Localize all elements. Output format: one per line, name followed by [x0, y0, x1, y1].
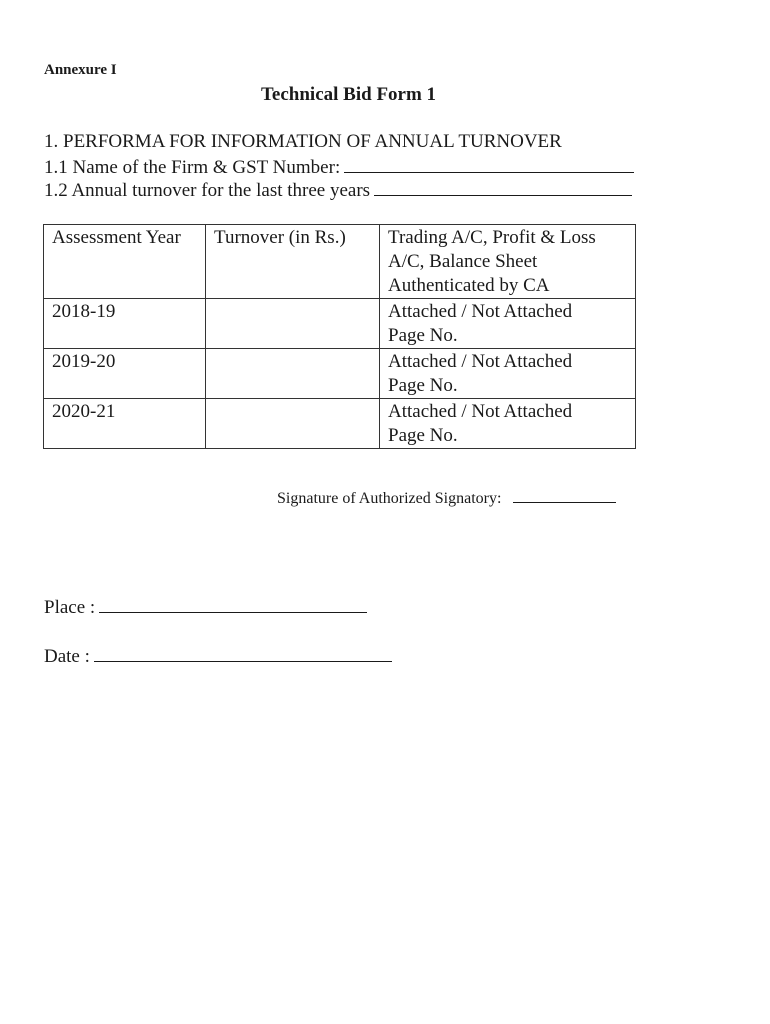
header-documents: Trading A/C, Profit & Loss A/C, Balance Sheet Authenticated by CA: [380, 225, 636, 299]
form-title: Technical Bid Form 1: [261, 84, 437, 105]
cell-turnover[interactable]: [206, 349, 380, 399]
firm-name-field: [44, 155, 634, 179]
date-label: Date :: [44, 646, 90, 667]
cell-documents: [380, 349, 636, 399]
attachment-status: Attached / Not Attached: [388, 301, 573, 322]
cell-year: 2020-21: [44, 399, 206, 449]
page-number: Page No.: [388, 375, 458, 396]
table-row: [44, 349, 636, 399]
attachment-status: Attached / Not Attached: [388, 401, 573, 422]
place-blank[interactable]: [99, 595, 367, 613]
signature-blank[interactable]: [513, 488, 616, 503]
signature-field: [277, 488, 616, 508]
header-assessment-year: Assessment Year: [44, 225, 206, 299]
annual-turnover-field: [44, 178, 632, 202]
page-number: Page No.: [388, 325, 458, 346]
signature-label: Signature of Authorized Signatory:: [277, 490, 502, 507]
table-header-row: [44, 225, 636, 299]
page-number: Page No.: [388, 425, 458, 446]
firm-name-label: 1.1 Name of the Firm & GST Number:: [44, 157, 341, 178]
cell-turnover[interactable]: [206, 399, 380, 449]
header-turnover: Turnover (in Rs.): [206, 225, 380, 299]
annual-turnover-blank[interactable]: [374, 178, 632, 196]
table-row: [44, 299, 636, 349]
cell-year: 2018-19: [44, 299, 206, 349]
cell-documents: [380, 399, 636, 449]
annexure-label: Annexure I: [44, 62, 117, 78]
place-field: [44, 595, 367, 619]
date-blank[interactable]: [94, 644, 392, 662]
section-heading: 1. PERFORMA FOR INFORMATION OF ANNUAL TURNOVER: [44, 131, 562, 152]
cell-year: 2019-20: [44, 349, 206, 399]
date-field: [44, 644, 392, 668]
turnover-table: [43, 224, 636, 449]
annual-turnover-label: 1.2 Annual turnover for the last three years: [44, 180, 371, 201]
place-label: Place :: [44, 597, 96, 618]
table-row: [44, 399, 636, 449]
firm-name-blank[interactable]: [344, 155, 634, 173]
attachment-status: Attached / Not Attached: [388, 351, 573, 372]
cell-turnover[interactable]: [206, 299, 380, 349]
cell-documents: [380, 299, 636, 349]
